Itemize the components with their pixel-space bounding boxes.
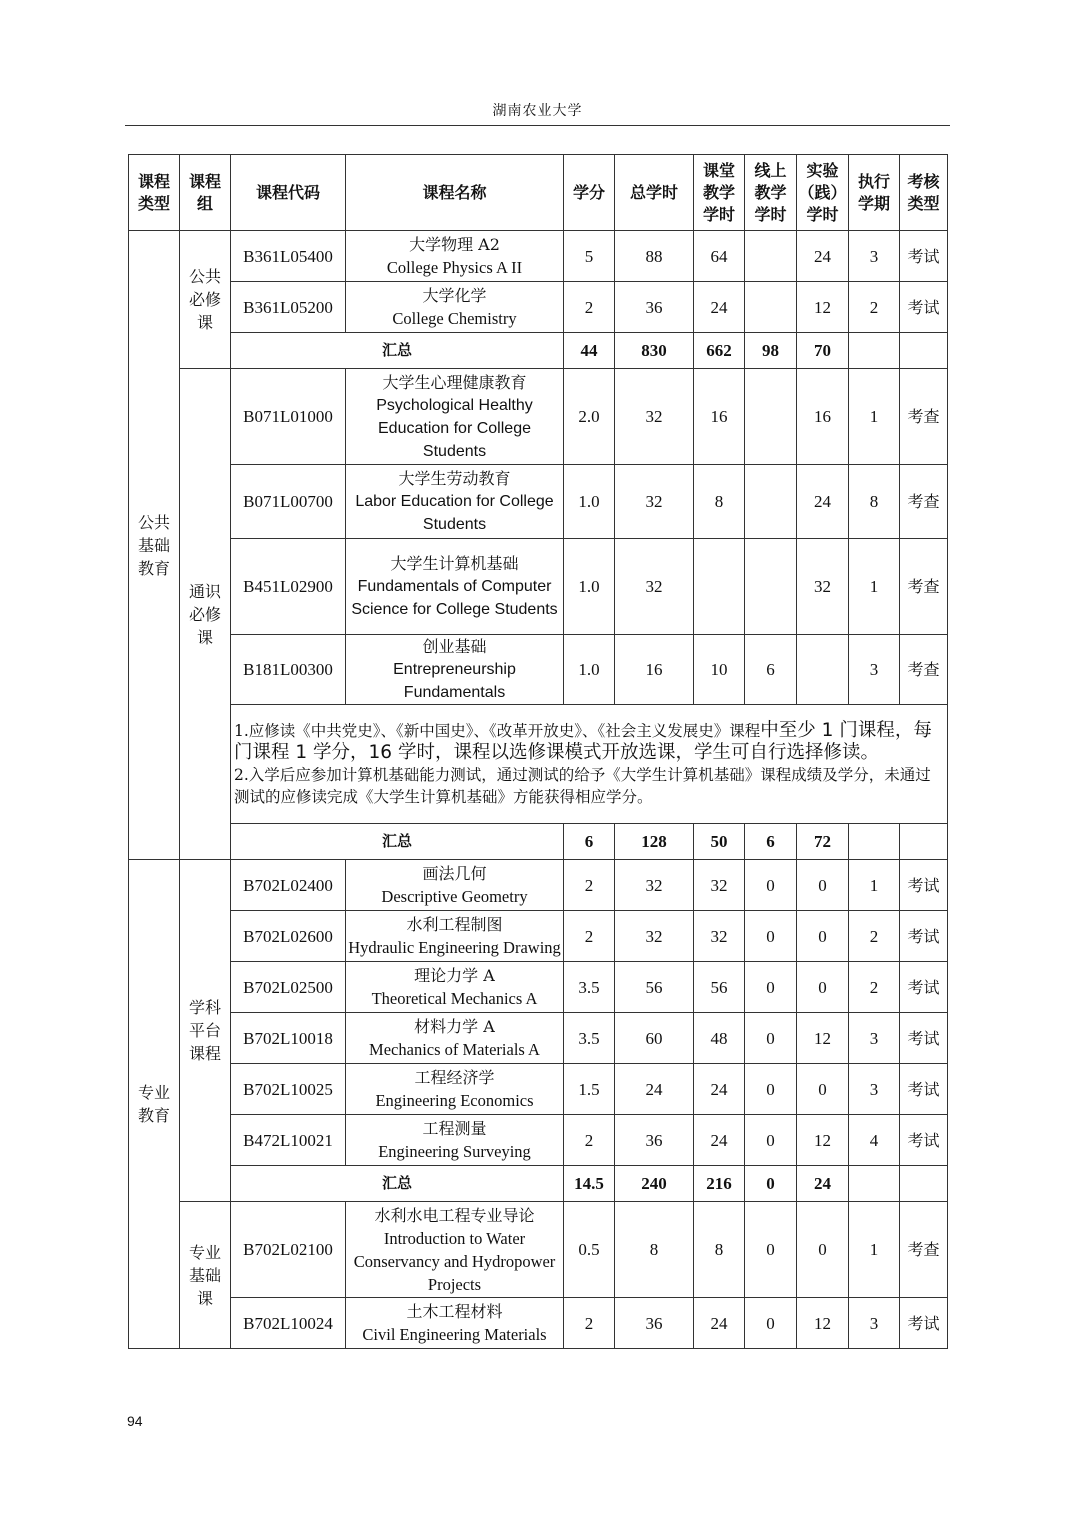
course-code: B702L02400 (231, 860, 346, 911)
cell-exam: 考试 (900, 962, 948, 1013)
column-header (129, 155, 180, 231)
cell-credit: 1.0 (564, 539, 615, 635)
course-name-en: Labor Education for College Students (355, 493, 554, 533)
column-header (615, 155, 694, 231)
cell-exam: 考试 (900, 282, 948, 333)
cell-credit: 2 (564, 1115, 615, 1166)
cell-online (745, 231, 797, 282)
cell-lab: 12 (797, 1298, 849, 1349)
course-name (346, 635, 564, 705)
course-name-cn: 大学生劳动教育 (398, 469, 511, 488)
column-header (231, 155, 346, 231)
course-name (346, 962, 564, 1013)
cell-online: 0 (745, 911, 797, 962)
cell-total: 36 (615, 282, 694, 333)
cell-lab: 32 (797, 539, 849, 635)
course-code: B702L02100 (231, 1202, 346, 1298)
course-type-cell: 专业教育 (129, 860, 180, 1349)
course-code: B702L10025 (231, 1064, 346, 1115)
cell-credit: 5 (564, 231, 615, 282)
cell-credit: 2 (564, 911, 615, 962)
course-name (346, 860, 564, 911)
cell-exam: 考查 (900, 539, 948, 635)
course-name (346, 1013, 564, 1064)
cell-online (745, 539, 797, 635)
cell-total: 24 (615, 1064, 694, 1115)
cell-term: 2 (849, 962, 900, 1013)
column-header-label: 执行学期 (858, 171, 891, 213)
table-row (129, 1013, 948, 1064)
summary-row (129, 1166, 948, 1202)
cell-credit: 3.5 (564, 962, 615, 1013)
empty-cell (849, 333, 900, 369)
cell-online (745, 369, 797, 465)
cell-class (694, 539, 745, 635)
summary-label: 汇总 (231, 1166, 564, 1202)
cell-lab: 0 (797, 1202, 849, 1298)
cell-term: 1 (849, 1202, 900, 1298)
cell-total: 32 (615, 539, 694, 635)
note-text: 中至少 1 门课程，每门课程 1 学分，16 学时，课程以选修课模式开放选课，学生可自行选择修读。 (234, 720, 932, 763)
summary-class: 50 (694, 824, 745, 860)
cell-exam: 考查 (900, 635, 948, 705)
cell-class: 8 (694, 465, 745, 539)
course-name-cn: 理论力学 A (414, 966, 495, 985)
cell-class: 32 (694, 911, 745, 962)
table-row (129, 1298, 948, 1349)
cell-class: 16 (694, 369, 745, 465)
note-text: 2.入学后应参加计算机基础能力测试，通过测试的给予《大学生计算机基础》课程成绩及学分，未通过测试的应修读完成《大学生计算机基础》方能获得相应学分。 (234, 766, 931, 806)
course-name (346, 1202, 564, 1298)
running-header: 湖南农业大学 (492, 103, 583, 119)
cell-total: 8 (615, 1202, 694, 1298)
cell-online: 0 (745, 1064, 797, 1115)
summary-online: 0 (745, 1166, 797, 1202)
course-code: B451L02900 (231, 539, 346, 635)
course-code: B472L10021 (231, 1115, 346, 1166)
cell-exam: 考试 (900, 1013, 948, 1064)
cell-total: 36 (615, 1115, 694, 1166)
course-group-cell: 专业基础课 (180, 1202, 231, 1349)
course-name-cn: 创业基础 (422, 637, 487, 656)
course-code: B702L10024 (231, 1298, 346, 1349)
cell-exam: 考试 (900, 1115, 948, 1166)
cell-total: 32 (615, 465, 694, 539)
cell-class: 64 (694, 231, 745, 282)
cell-lab: 0 (797, 962, 849, 1013)
empty-cell (900, 824, 948, 860)
course-group-cell: 公共必修课 (180, 231, 231, 369)
cell-credit: 1.5 (564, 1064, 615, 1115)
cell-total: 16 (615, 635, 694, 705)
summary-class: 216 (694, 1166, 745, 1202)
table-row (129, 1115, 948, 1166)
course-name (346, 282, 564, 333)
table-header-row (129, 155, 948, 231)
course-name-cn: 水利水电工程专业导论 (374, 1205, 535, 1225)
cell-class: 10 (694, 635, 745, 705)
course-name (346, 231, 564, 282)
cell-online: 0 (745, 1115, 797, 1166)
course-name-en: Engineering Surveying (378, 1142, 531, 1161)
summary-class: 662 (694, 333, 745, 369)
column-header (849, 155, 900, 231)
empty-cell (900, 1166, 948, 1202)
cell-credit: 1.0 (564, 635, 615, 705)
table-row (129, 369, 948, 465)
table-row (129, 539, 948, 635)
cell-exam: 考试 (900, 911, 948, 962)
column-header-label: 课程名称 (422, 182, 487, 202)
cell-class: 8 (694, 1202, 745, 1298)
cell-credit: 2 (564, 282, 615, 333)
cell-class: 24 (694, 1115, 745, 1166)
summary-online: 98 (745, 333, 797, 369)
table-row (129, 465, 948, 539)
cell-online: 0 (745, 860, 797, 911)
cell-credit: 2.0 (564, 369, 615, 465)
page-number: 94 (127, 1413, 143, 1429)
course-name (346, 1115, 564, 1166)
course-name-en: Descriptive Geometry (381, 887, 528, 906)
course-group-cell: 学科平台课程 (180, 860, 231, 1202)
course-name (346, 539, 564, 635)
course-code: B071L00700 (231, 465, 346, 539)
cell-term: 8 (849, 465, 900, 539)
cell-lab: 0 (797, 860, 849, 911)
cell-exam: 考试 (900, 231, 948, 282)
cell-online: 0 (745, 1202, 797, 1298)
cell-term: 3 (849, 635, 900, 705)
course-name-cn: 水利工程制图 (406, 915, 503, 934)
column-header-label: 线上教学学时 (754, 160, 787, 224)
column-header-label: 课堂教学学时 (703, 160, 736, 224)
cell-term: 3 (849, 1064, 900, 1115)
cell-lab: 0 (797, 1064, 849, 1115)
cell-lab: 12 (797, 282, 849, 333)
column-header (900, 155, 948, 231)
cell-total: 32 (615, 911, 694, 962)
cell-class: 48 (694, 1013, 745, 1064)
cell-total: 56 (615, 962, 694, 1013)
course-name-en: College Physics A II (386, 258, 523, 277)
course-name (346, 911, 564, 962)
cell-lab: 0 (797, 911, 849, 962)
cell-class: 24 (694, 1298, 745, 1349)
course-name (346, 1298, 564, 1349)
course-code: B702L10018 (231, 1013, 346, 1064)
cell-online (745, 465, 797, 539)
course-name-cn: 大学化学 (422, 286, 487, 305)
course-code: B181L00300 (231, 635, 346, 705)
cell-credit: 1.0 (564, 465, 615, 539)
cell-term: 1 (849, 369, 900, 465)
table-row (129, 860, 948, 911)
table-row (129, 962, 948, 1013)
course-code: B702L02600 (231, 911, 346, 962)
summary-credit: 14.5 (564, 1166, 615, 1202)
cell-total: 32 (615, 369, 694, 465)
course-name-en: Entrepreneurship Fundamentals (393, 661, 516, 701)
course-name-en: Fundamentals of Computer Science for College Students (351, 578, 558, 618)
cell-class: 24 (694, 1064, 745, 1115)
column-header (180, 155, 231, 231)
cell-exam: 考试 (900, 860, 948, 911)
empty-cell (849, 1166, 900, 1202)
cell-total: 36 (615, 1298, 694, 1349)
empty-cell (849, 824, 900, 860)
course-name-en: College Chemistry (392, 309, 517, 328)
column-header-label: 学分 (572, 182, 605, 202)
cell-credit: 0.5 (564, 1202, 615, 1298)
column-header-label: 课程代码 (255, 182, 320, 202)
column-header-label: 考核类型 (907, 171, 940, 213)
cell-total: 32 (615, 860, 694, 911)
cell-term: 2 (849, 911, 900, 962)
cell-term: 1 (849, 539, 900, 635)
summary-online: 6 (745, 824, 797, 860)
table-row (129, 231, 948, 282)
cell-total: 88 (615, 231, 694, 282)
summary-label: 汇总 (231, 333, 564, 369)
summary-credit: 6 (564, 824, 615, 860)
course-code: B361L05400 (231, 231, 346, 282)
summary-lab: 70 (797, 333, 849, 369)
cell-term: 3 (849, 1013, 900, 1064)
summary-lab: 24 (797, 1166, 849, 1202)
cell-lab: 24 (797, 231, 849, 282)
course-name-en: Engineering Economics (375, 1091, 534, 1110)
cell-exam: 考查 (900, 1202, 948, 1298)
cell-exam: 考查 (900, 465, 948, 539)
column-header-label: 总学时 (629, 182, 678, 202)
cell-lab: 12 (797, 1115, 849, 1166)
cell-term: 2 (849, 282, 900, 333)
cell-online: 0 (745, 962, 797, 1013)
cell-exam: 考试 (900, 1298, 948, 1349)
cell-total: 60 (615, 1013, 694, 1064)
summary-total: 240 (615, 1166, 694, 1202)
course-name (346, 369, 564, 465)
column-header-label: 课程组 (189, 171, 222, 213)
course-name-en: Introduction to Water Conservancy and Hydropower Projects (353, 1228, 556, 1294)
course-name-en: Theoretical Mechanics A (371, 989, 538, 1008)
cell-credit: 3.5 (564, 1013, 615, 1064)
table-row (129, 635, 948, 705)
column-header-label: 课程类型 (138, 171, 171, 213)
course-name-cn: 大学生计算机基础 (390, 554, 519, 573)
summary-label: 汇总 (231, 824, 564, 860)
table-row (129, 1202, 948, 1298)
cell-credit: 2 (564, 1298, 615, 1349)
header-rule (125, 125, 950, 126)
cell-class: 56 (694, 962, 745, 1013)
course-name-cn: 工程经济学 (414, 1068, 495, 1087)
course-name (346, 465, 564, 539)
course-name-cn: 大学物理 A2 (409, 235, 500, 254)
summary-total: 830 (615, 333, 694, 369)
cell-term: 3 (849, 231, 900, 282)
summary-lab: 72 (797, 824, 849, 860)
column-header (564, 155, 615, 231)
course-name-en: Hydraulic Engineering Drawing (348, 938, 561, 957)
summary-credit: 44 (564, 333, 615, 369)
course-group-cell: 通识必修课 (180, 369, 231, 860)
column-header (346, 155, 564, 231)
cell-lab: 12 (797, 1013, 849, 1064)
cell-exam: 考试 (900, 1064, 948, 1115)
column-header (745, 155, 797, 231)
course-name-en: Mechanics of Materials A (369, 1040, 540, 1059)
note-row (129, 705, 948, 824)
curriculum-table (128, 154, 948, 1349)
course-name (346, 1064, 564, 1115)
cell-class: 24 (694, 282, 745, 333)
cell-online: 0 (745, 1013, 797, 1064)
summary-row (129, 333, 948, 369)
note-text: 1.应修读《中共党史》、《新中国史》、《改革开放史》、《社会主义发展史》课程 (234, 722, 761, 740)
cell-term: 4 (849, 1115, 900, 1166)
column-header (797, 155, 849, 231)
cell-lab (797, 635, 849, 705)
course-name-cn: 大学生心理健康教育 (382, 372, 527, 392)
course-name-cn: 材料力学 A (414, 1017, 495, 1036)
table-row (129, 1064, 948, 1115)
cell-lab: 24 (797, 465, 849, 539)
cell-online: 6 (745, 635, 797, 705)
cell-lab: 16 (797, 369, 849, 465)
cell-online: 0 (745, 1298, 797, 1349)
cell-class: 32 (694, 860, 745, 911)
summary-row (129, 824, 948, 860)
course-name-cn: 土木工程材料 (406, 1302, 503, 1321)
notes-cell (231, 705, 948, 824)
cell-term: 3 (849, 1298, 900, 1349)
course-name-cn: 画法几何 (422, 864, 487, 883)
course-name-en: Civil Engineering Materials (362, 1325, 547, 1344)
cell-exam: 考查 (900, 369, 948, 465)
course-name-en: Psychological Healthy Education for College Students (376, 396, 533, 460)
course-code: B361L05200 (231, 282, 346, 333)
course-type-cell: 公共基础教育 (129, 231, 180, 860)
empty-cell (900, 333, 948, 369)
table-row (129, 911, 948, 962)
column-header (694, 155, 745, 231)
cell-credit: 2 (564, 860, 615, 911)
column-header-label: 实验（践）学时 (798, 160, 847, 224)
cell-term: 1 (849, 860, 900, 911)
course-code: B702L02500 (231, 962, 346, 1013)
cell-online (745, 282, 797, 333)
course-name-cn: 工程测量 (422, 1119, 487, 1138)
course-code: B071L01000 (231, 369, 346, 465)
summary-total: 128 (615, 824, 694, 860)
table-row (129, 282, 948, 333)
